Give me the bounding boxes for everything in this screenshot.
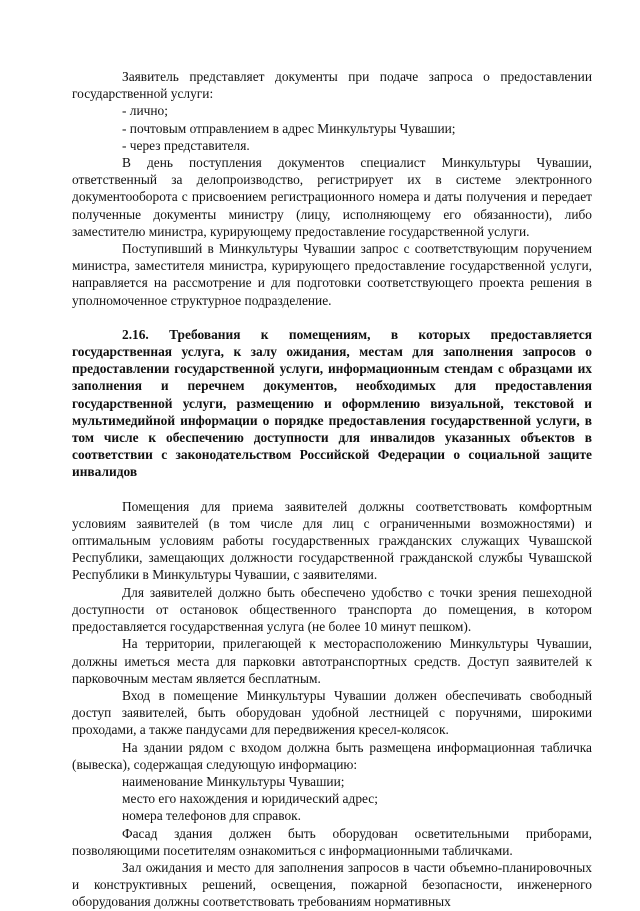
section-heading: 2.16. Требования к помещениям, в которых предоставляется государственная услуга, к залу ожидания, местам для заполнения запросов о предоставлении государственной услуги, информационным стендам с образцами их заполнения и перечнем документов, необходимых для предоставления государственной услуги, размещению и оформлению визуальной, текстовой и мультимедийной информации о порядке предоставления государственной услуги, в том числе к обеспечению доступности для инвалидов указанных объектов в соответствии с законодательством Российской Федерации о социальной защите инвалидов bbox=[72, 326, 592, 480]
paragraph-submission: Заявитель представляет документы при подаче запроса о предоставлении государственной услуги: bbox=[72, 69, 592, 102]
paragraph-parking: На территории, прилегающей к месторасположению Минкультуры Чувашии, должны иметься места для парковки автотранспортных средств. Доступ заявителей к парковочным местам является бесплатным. bbox=[72, 636, 592, 686]
paragraph-referral: Поступивший в Минкультуры Чувашии запрос с соответствующим поручением министра, заместителя министра, курирующего предоставление государственной услуги, направляется на рассмотрение и для подготовки соответствующего проекта решения в уполномоченное структурное подразделение. bbox=[72, 241, 592, 308]
paragraph-entrance: Вход в помещение Минкультуры Чувашии должен обеспечивать свободный доступ заявителей, быть оборудован удобной лестницей с поручнями, широкими проходами, а также пандусами для передвижения кресел-колясок. bbox=[72, 687, 592, 738]
spacer bbox=[72, 309, 592, 326]
list-item: наименование Минкультуры Чувашии; bbox=[122, 773, 345, 789]
paragraph-premises: Помещения для приема заявителей должны соответствовать комфортным условиям заявителей (в том числе для лиц с ограниченными возможностями) и оптимальным условиям работы государственных гражданских служащих Чувашской Республики, замещающих должности государственной гражданской службы Чувашской Республики в Минкультуры Чувашии, с заявителями. bbox=[72, 498, 592, 583]
list-item: номера телефонов для справок. bbox=[122, 808, 302, 824]
list-item: - лично; bbox=[122, 103, 168, 119]
list-item: место его нахождения и юридический адрес; bbox=[122, 791, 378, 807]
paragraph-registration: В день поступления документов специалист Минкультуры Чувашии, ответственный за делопроизводство, регистрирует их в системе электронного документооборота с присвоением регистрационного номера и даты получения и передает полученные документы министру (лицу, исполняющему его обязанности), либо заместителю министра, курирующему предоставление государственной услуги. bbox=[72, 155, 592, 239]
paragraph-waiting-hall: Зал ожидания и место для заполнения запросов в части объемно-планировочных и конструктивных решений, освещения, пожарной безопасности, инженерного оборудования должны соответствовать требованиям нормативных bbox=[72, 859, 592, 910]
paragraph-accessibility: Для заявителей должно быть обеспечено удобство с точки зрения пешеходной доступности от остановок общественного транспорта до помещения, в котором предоставляется государственная услуга (не более 10 минут пешком). bbox=[72, 584, 592, 635]
list-item: - через представителя. bbox=[122, 137, 250, 153]
paragraph-signage: На здании рядом с входом должна быть размещена информационная табличка (вывеска), содержащая следующую информацию: bbox=[72, 739, 592, 772]
spacer bbox=[72, 481, 592, 498]
list-item: - почтовым отправлением в адрес Минкультуры Чувашии; bbox=[122, 120, 456, 136]
paragraph-facade: Фасад здания должен быть оборудован осветительными приборами, позволяющими посетителям ознакомиться с информационными табличками. bbox=[72, 825, 592, 858]
document-body bbox=[72, 68, 592, 911]
